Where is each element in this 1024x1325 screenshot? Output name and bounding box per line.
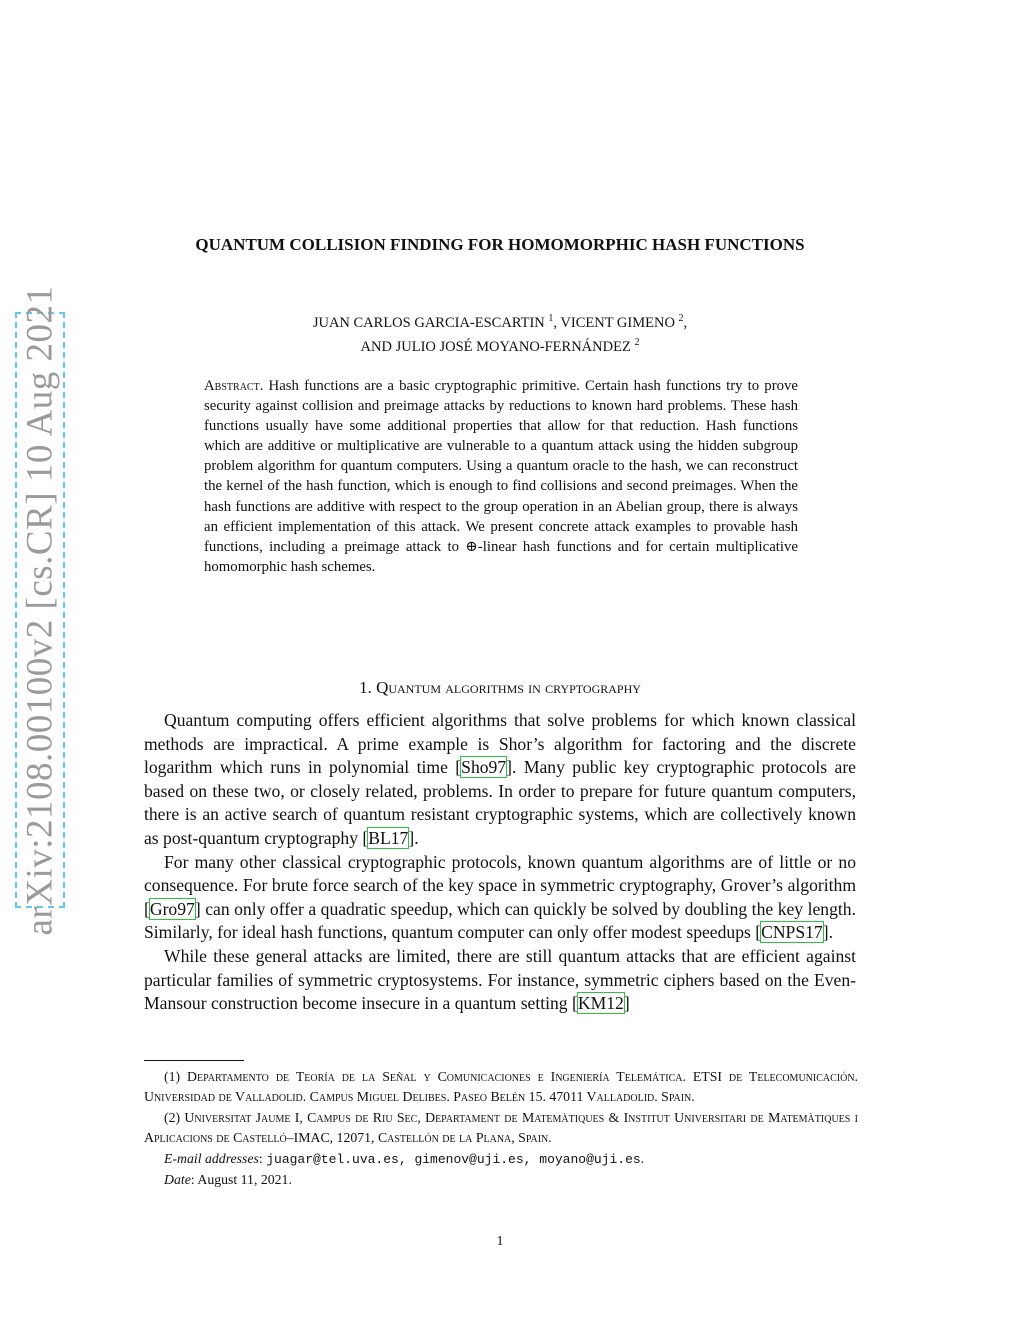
abstract-text: Hash functions are a basic cryptographic primitive. Certain hash functions try to prove security against collision and preimage attacks by reductions to known hard problems. These hash functions usually have some additional properties that allow for that reduction. Hash functions which are additive or multiplicative are vulnerable to a quantum attack using the hidden subgroup problem algorithm for quantum computers. Using a quantum oracle to the hash, we can reconstruct the kernel of the hash function, which is enough to find collisions and second preimages. When the hash functions are additive with respect to the group operation in an Abelian group, there is always an efficient implementation of this attack. We present concrete attack examples to provable hash functions, including a preimage attack to — [204, 378, 798, 555]
author-name: JUAN CARLOS GARCIA-ESCARTIN — [312, 314, 545, 331]
affiliation-marker: 2 — [678, 313, 684, 324]
abstract-label: Abstract. — [204, 378, 264, 394]
affiliation-marker: 1 — [548, 313, 554, 324]
arxiv-identifier-text: arXiv:2108.00100v2 [cs.CR] 10 Aug 2021 — [19, 284, 61, 936]
oplus-symbol: ⊕ — [465, 538, 478, 555]
paragraph-text: Quantum computing offers efficient algorithms that solve problems for which known classical methods are impractical. A prime example is Shor’s algorithm for factoring and the discrete logarithm which runs in polynomial time [ — [144, 710, 856, 778]
abstract — [204, 376, 798, 577]
abstract-text-end: -linear hash functions and for certain multiplicative homomorphic hash schemes. — [204, 538, 798, 575]
author-name: JULIO JOSÉ MOYANO-FERNÁNDEZ — [395, 338, 631, 355]
paragraph — [144, 709, 856, 851]
footnote-divider — [144, 1060, 244, 1061]
footnotes — [144, 1067, 858, 1190]
email-addresses[interactable]: juagar@tel.uva.es, gimenov@uji.es, moyano@uji.es — [266, 1151, 641, 1167]
section-body — [144, 709, 856, 1016]
citation-link-sho97[interactable]: Sho97 — [461, 757, 507, 778]
author-name: VICENT GIMENO — [560, 314, 675, 331]
paragraph-text: While these general attacks are limited, there are still quantum attacks that are efficient against particular families of symmetric cryptosystems. For instance, symmetric ciphers based on the Even-Mansour construction become insecure in a quantum setting [ — [144, 945, 856, 1014]
citation-link-bl17[interactable]: BL17 — [368, 827, 409, 848]
footnote-affiliation-1: (1) Departamento de Teoría de la Señal y Comunicaciones e Ingeniería Telemática. ETSI de Telecomunicación. Universidad de Valladolid. Campus Miguel Delibes. Paseo Belén 15. 47011 Valladolid. Spain. — [144, 1069, 858, 1105]
citation-link-gro97[interactable]: Gro97 — [149, 898, 195, 919]
paper-title: QUANTUM COLLISION FINDING FOR HOMOMORPHIC HASH FUNCTIONS — [195, 235, 805, 254]
paragraph-text: ]. — [822, 922, 833, 943]
author-conjunction: AND — [360, 338, 392, 355]
paragraph — [144, 945, 856, 1016]
footnote-date: Date: August 11, 2021. — [164, 1172, 292, 1188]
affiliation-marker: 2 — [634, 336, 640, 348]
paragraph-text: ]. Many public key cryptographic protocols are based on these two, or closely related, problems. In order to prepare for future quantum computers, there is an active search of quantum resistant cryptographic systems, which are collectively known as post-quantum cryptography [ — [144, 757, 856, 848]
footnote-affiliation-2: (2) Universitat Jaume I, Campus de Riu Sec, Departament de Matemàtiques & Institut Universitari de Matemàtiques i Aplicacions de Castelló–IMAC, 12071, Castellón de la Plana, Spain. — [144, 1109, 858, 1146]
paragraph-text: ] — [623, 993, 630, 1014]
footnote-emails: E-mail addresses: juagar@tel.uva.es, gimenov@uji.es, moyano@uji.es. — [164, 1150, 645, 1167]
date-label: Date — [164, 1172, 191, 1188]
paragraph-text: ]. — [408, 827, 419, 848]
date-value: August 11, 2021. — [197, 1172, 292, 1188]
paragraph-text: For many other classical cryptographic protocols, known quantum algorithms are of little or no consequence. For brute force search of the key space in symmetric cryptography, Grover’s algorithm [ — [144, 851, 856, 919]
paragraph — [144, 851, 856, 945]
page-number: 1 — [496, 1234, 504, 1249]
paragraph-text: ] can only offer a quadratic speedup, which can quickly be solved by doubling the key length. Similarly, for ideal hash functions, quantum computer can only offer modest speedups [ — [144, 898, 856, 943]
author-list: JUAN CARLOS GARCIA-ESCARTIN $^1$, VICENT GIMENO $^2$, AND JULIO JOSÉ MOYANO-FERNÁNDEZ $^2$ — [312, 313, 688, 355]
section-heading: 1. Quantum algorithms in cryptography — [359, 678, 641, 697]
citation-link-km12[interactable]: KM12 — [577, 993, 624, 1014]
arxiv-identifier-stamp[interactable] — [15, 284, 65, 936]
email-label: E-mail addresses — [164, 1150, 259, 1166]
citation-link-cnps17[interactable]: CNPS17 — [761, 922, 823, 943]
